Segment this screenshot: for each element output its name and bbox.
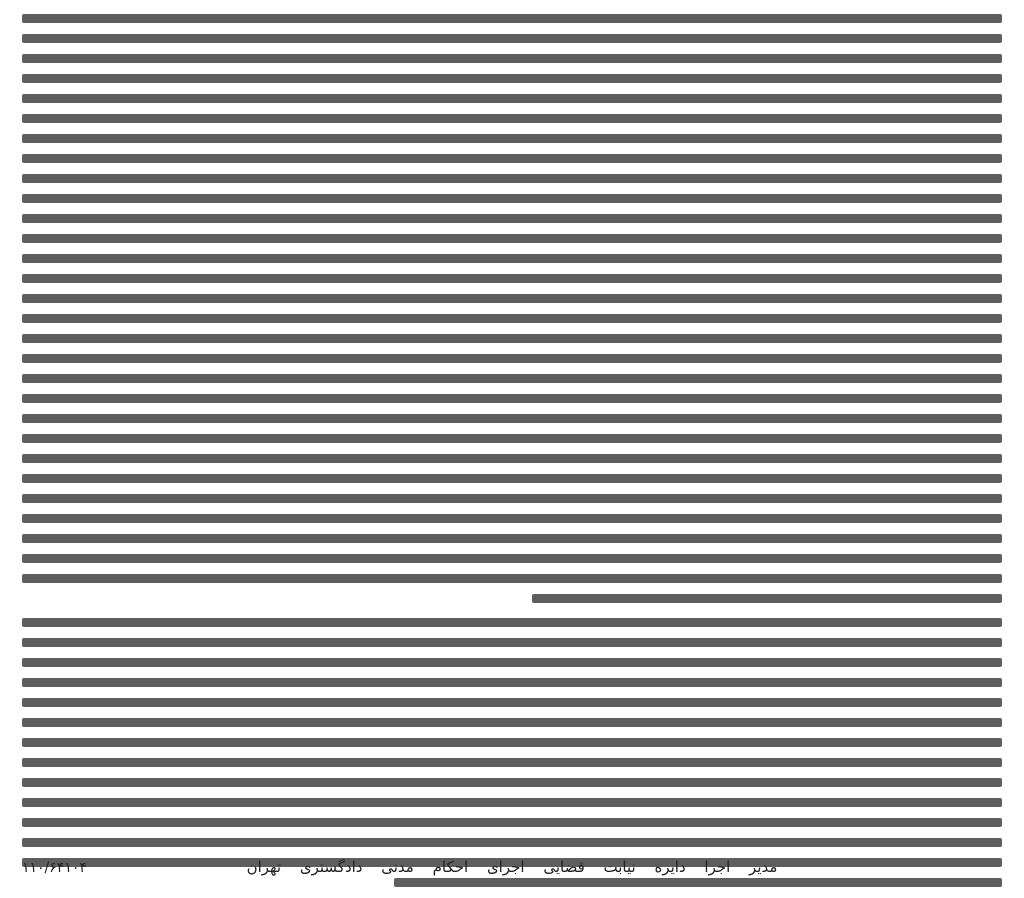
text-line [22,574,1002,583]
text-line [22,334,1002,343]
text-line [532,594,1002,603]
reference-number: ۱۱۰/۶۴۱۰۴ [22,860,87,876]
signature-line: مدیر اجرا دایره نیابت قضایی اجرای احکام مدنی دادگستری تهران [246,858,778,876]
text-line [22,134,1002,143]
text-line [22,514,1002,523]
text-line [22,658,1002,667]
text-line [22,214,1002,223]
text-line [22,354,1002,363]
text-line [22,174,1002,183]
text-line [22,798,1002,807]
text-line [22,738,1002,747]
text-line [22,74,1002,83]
text-line [22,494,1002,503]
text-line [22,778,1002,787]
text-line [22,474,1002,483]
text-line [22,94,1002,103]
text-line [22,34,1002,43]
text-line [22,718,1002,727]
text-line [22,534,1002,543]
text-line [22,254,1002,263]
text-line [22,54,1002,63]
text-line [22,434,1002,443]
notice-footer [22,858,1002,876]
text-line [22,554,1002,563]
text-line [22,678,1002,687]
text-line [22,638,1002,647]
text-line [22,154,1002,163]
text-line [22,234,1002,243]
text-line [22,114,1002,123]
text-line [22,758,1002,767]
text-line [22,294,1002,303]
text-line [22,698,1002,707]
text-line [22,274,1002,283]
text-line [22,838,1002,847]
text-line [22,194,1002,203]
text-line [22,374,1002,383]
text-line [22,14,1002,23]
text-line [22,454,1002,463]
text-line [22,314,1002,323]
text-line [22,818,1002,827]
text-line [22,414,1002,423]
notice-body [22,14,1002,898]
text-line [22,618,1002,627]
text-line [22,394,1002,403]
